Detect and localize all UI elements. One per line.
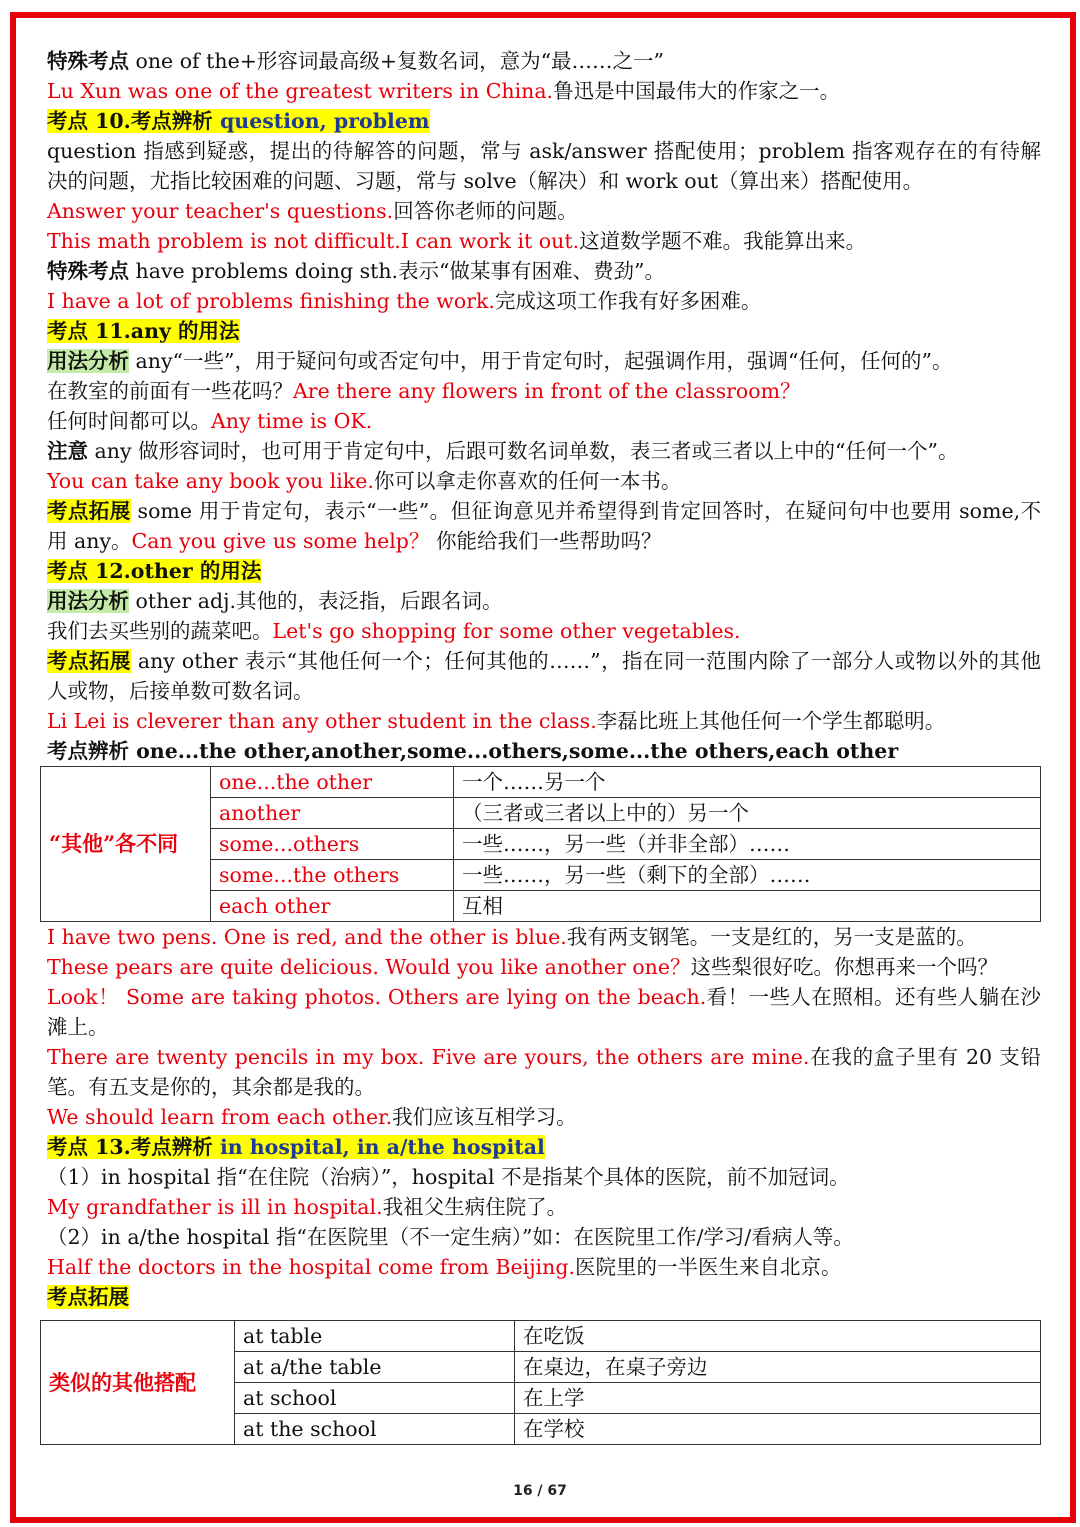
example-zh: 你能给我们一些帮助吗？ [429,529,662,553]
table-cell-zh: 一些……，另一些（并非全部）…… [454,829,1041,860]
example-zh: 这道数学题不难。我能算出来。 [579,229,867,253]
example-line [47,952,1041,982]
text-line [47,256,1041,286]
example-en: There are twenty pencils in my box. Five are yours, the others are mine. [47,1045,810,1069]
example-zh: 我祖父生病住院了。 [382,1195,568,1219]
table-cell-en: another [211,798,454,829]
example-zh: 完成这项工作我有好多困难。 [494,289,762,313]
table-row [41,1321,1041,1352]
table-cell-en: one...the other [211,767,454,798]
example-zh: 我们去买些别的蔬菜吧。 [47,619,273,643]
example-line [47,616,1041,646]
section-heading [47,316,1041,346]
example-line [47,1042,1041,1102]
extension-tag: 考点拓展 [47,649,131,673]
example-en: Any time is OK. [211,409,373,433]
section-heading [47,106,1041,136]
section-title-en: question, problem [219,109,430,133]
paragraph [47,496,1041,556]
section-title [47,109,430,133]
point-label: 特殊考点 [47,49,129,73]
example-line [47,406,1041,436]
table-row-head: “其他”各不同 [41,767,211,922]
example-line [47,1102,1041,1132]
table-cell-zh: （三者或三者以上中的）另一个 [454,798,1041,829]
example-line [47,286,1041,316]
example-zh: 在教室的前面有一些花吗？ [47,379,293,403]
example-en: I have two pens. One is red, and the other is blue. [47,925,567,949]
paragraph [47,436,1041,466]
example-line [47,922,1041,952]
collocation-table [40,1320,1041,1445]
table-cell-zh: 在学校 [515,1414,1041,1445]
example-zh: 回答你老师的问题。 [393,199,578,223]
extension-tag: 考点拓展 [47,1285,129,1309]
table-cell-en: at school [235,1383,515,1414]
line-text: （1）in hospital 指“在住院（治病）”，hospital 不是指某个具体的医院，前不加冠词。 [47,1165,850,1189]
table-cell-zh: 在桌边，在桌子旁边 [515,1352,1041,1383]
section-title-zh: 考点 13.考点辨析 [47,1135,220,1159]
example-line [47,376,1041,406]
example-zh: 我们应该互相学习。 [392,1105,577,1129]
example-zh: 在我的盒子里有 20 支铅笔。有五支是你的，其余都是我的。 [47,1045,1041,1099]
paragraph [47,136,1041,196]
page-number: 16 / 67 [513,1483,567,1499]
section-heading [47,556,1041,586]
example-en: We should learn from each other. [47,1105,393,1129]
document-body [47,46,1041,1445]
line-text: one of the+形容词最高级+复数名词，意为“最……之一” [129,49,665,73]
example-line [47,466,1041,496]
example-en: Let's go shopping for some other vegetables. [272,619,741,643]
example-en: Answer your teacher's questions. [47,199,394,223]
point-label: 特殊考点 [47,259,129,283]
example-en: These pears are quite delicious. Would you like another one？ [47,955,691,979]
table-cell-zh: 在吃饭 [515,1321,1041,1352]
example-line [47,226,1041,256]
table-cell-en: each other [211,891,454,922]
line-text: one...the other,another,some...others,some...the others,each other [129,739,899,763]
section-title: 考点 12.other 的用法 [47,559,262,583]
example-en: Look！ Some are taking photos. Others are lying on the beach. [47,985,707,1009]
table-cell-en: at the school [235,1414,515,1445]
example-en: Are there any flowers in front of the classroom？ [293,379,801,403]
example-line [47,196,1041,226]
other-comparison-table [40,766,1041,922]
section-heading [47,1132,1041,1162]
text-line [47,346,1041,376]
table-cell-en: some...others [211,829,454,860]
example-line [47,982,1041,1042]
table-cell-en: at a/the table [235,1352,515,1383]
paragraph-text: any 做形容词时，也可用于肯定句中，后跟可数名词单数，表三者或三者以上中的“任何一个”。 [88,439,959,463]
paragraph-text: question 指感到疑惑，提出的待解答的问题，常与 ask/answer 搭配使用；problem 指客观存在的有待解决的问题，尤指比较困难的问题、习题，常与 solve（解决）和 work out（算出来）搭配使用。 [47,139,1041,193]
example-en: Li Lei is cleverer than any other student in the class. [47,709,597,733]
text-line [47,1222,1041,1252]
example-line [47,1192,1041,1222]
section-title-en: in hospital, in a/the hospital [219,1135,545,1159]
example-en: Can you give us some help？ [131,529,430,553]
table-cell-zh: 在上学 [515,1383,1041,1414]
section-title [47,1135,545,1159]
example-zh: 李磊比班上其他任何一个学生都聪明。 [596,709,946,733]
example-en: Lu Xun was one of the greatest writers in China. [47,79,554,103]
table-cell-zh: 一个……另一个 [454,767,1041,798]
table-row-head: 类似的其他搭配 [41,1321,235,1445]
example-en: You can take any book you like. [47,469,374,493]
example-zh: 看！一些人在照相。还有些人躺在沙滩上。 [47,985,1041,1039]
table-cell-en: at table [235,1321,515,1352]
example-en: Half the doctors in the hospital come from Beijing. [47,1255,575,1279]
line-text: （2）in a/the hospital 指“在医院里（不一定生病）”如：在医院里工作/学习/看病人等。 [47,1225,854,1249]
section-heading [47,1282,1041,1312]
example-en: I have a lot of problems finishing the work. [47,289,495,313]
table-cell-en: some...the others [211,860,454,891]
example-zh: 任何时间都可以。 [47,409,211,433]
line-text: have problems doing sth.表示“做某事有困难、费劲”。 [129,259,666,283]
point-label: 注意 [47,439,88,463]
line-text: other adj.其他的，表泛指，后跟名词。 [129,589,503,613]
example-en: This math problem is not difficult.I can work it out. [47,229,580,253]
paragraph [47,646,1041,706]
example-en: My grandfather is ill in hospital. [47,1195,383,1219]
paragraph-text: some 用于肯定句，表示“一些”。但征询意见并希望得到肯定回答时，在疑问句中也要用 some,不用 any。 [47,499,1042,553]
extension-tag: 考点拓展 [47,499,131,523]
example-zh: 这些梨很好吃。你想再来一个吗？ [690,955,999,979]
example-zh: 鲁迅是中国最伟大的作家之一。 [553,79,841,103]
example-line [47,76,1041,106]
example-line [47,1252,1041,1282]
line-text: any“一些”，用于疑问句或否定句中，用于肯定句时，起强调作用，强调“任何，任何的”。 [129,349,953,373]
example-zh: 医院里的一半医生来自北京。 [574,1255,842,1279]
usage-tag: 用法分析 [47,589,129,613]
table-cell-zh: 一些……，另一些（剩下的全部）…… [454,860,1041,891]
text-line [47,736,1041,766]
text-line [47,46,1041,76]
example-zh: 我有两支钢笔。一支是红的，另一支是蓝的。 [566,925,977,949]
paragraph-text: any other 表示“其他任何一个；任何其他的……”，指在同一范围内除了一部分人或物以外的其他人或物，后接单数可数名词。 [47,649,1041,703]
section-title-zh: 考点 10.考点辨析 [47,109,220,133]
text-line [47,1162,1041,1192]
table-cell-zh: 互相 [454,891,1041,922]
example-line [47,706,1041,736]
point-label: 考点辨析 [47,739,129,763]
section-title: 考点 11.any 的用法 [47,319,240,343]
table-row [41,767,1041,798]
text-line [47,586,1041,616]
usage-tag: 用法分析 [47,349,129,373]
example-zh: 你可以拿走你喜欢的任何一本书。 [373,469,682,493]
